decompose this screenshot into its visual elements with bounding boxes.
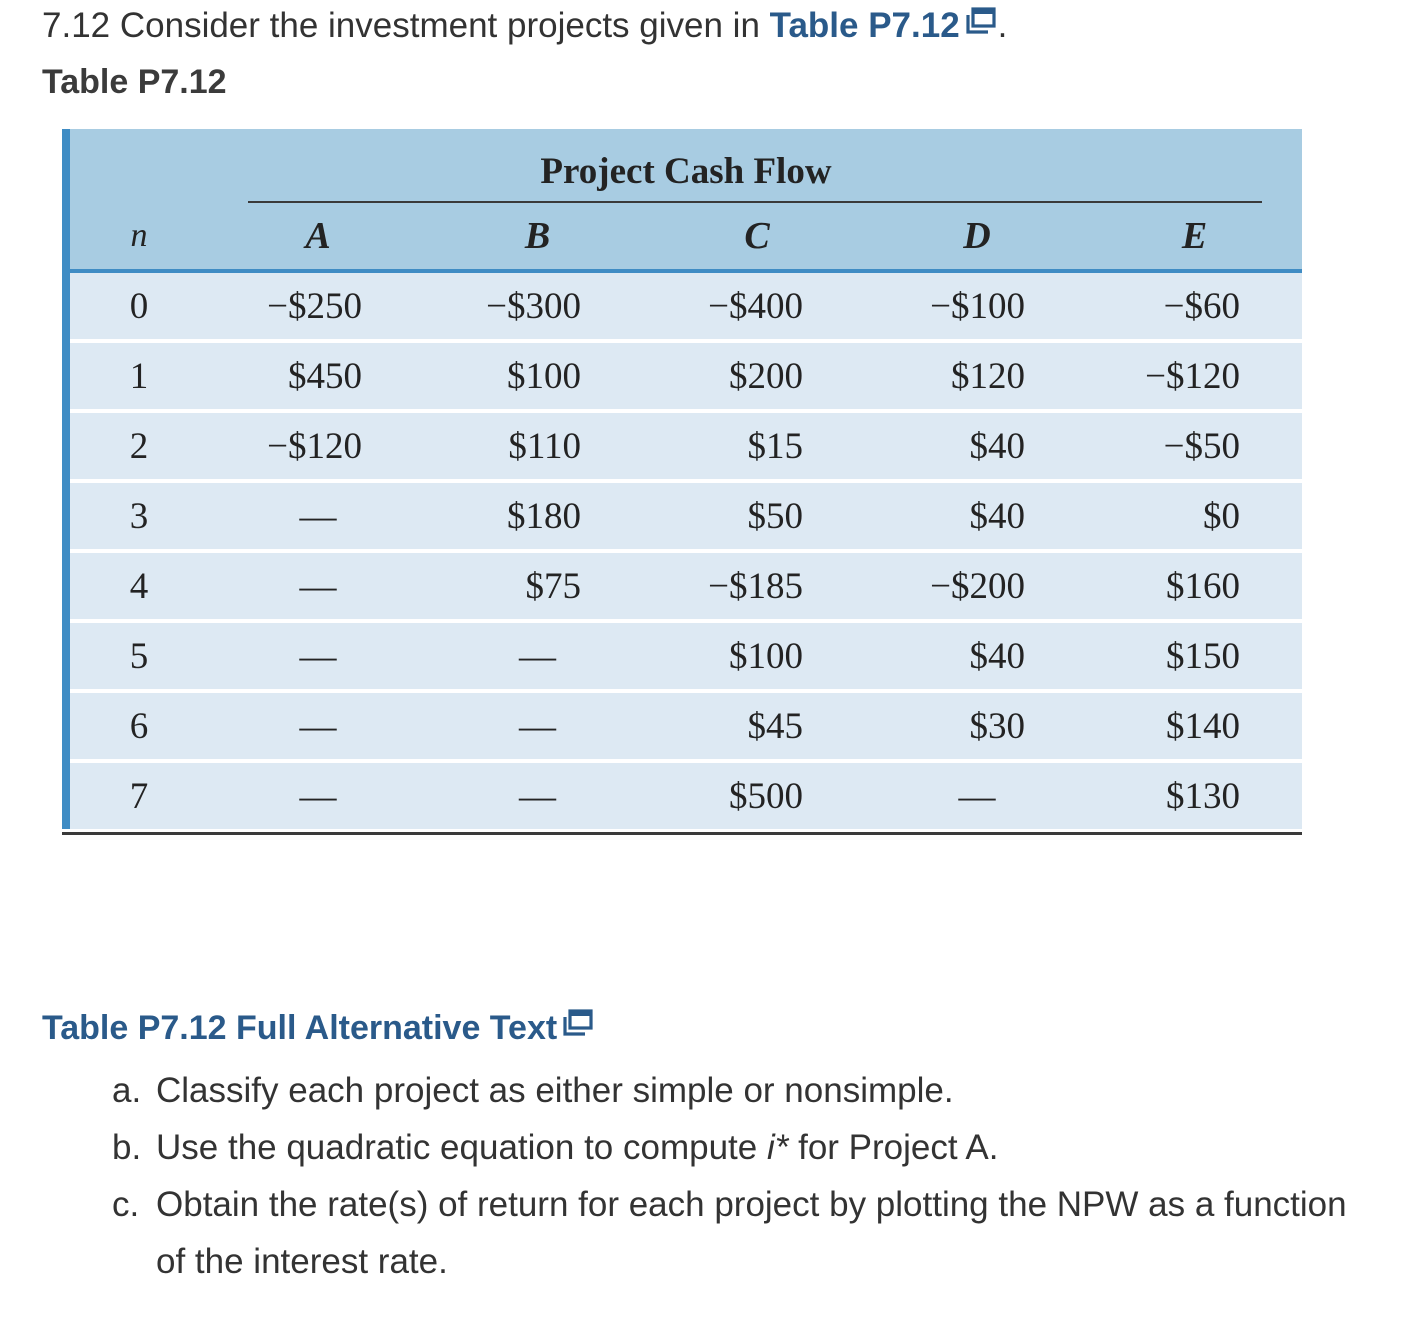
irr-symbol: i* [766,1128,789,1167]
period-cell: 3 [70,481,208,551]
cash-flow-cell-d: −$200 [867,551,1087,621]
cash-flow-cell-c: $50 [647,481,867,551]
cash-flow-cell-b: — [428,691,647,761]
question-a [112,1062,1382,1119]
question-text: Classify each project as either simple or nonsimple. [156,1071,954,1110]
table-link-label[interactable]: Table P7.12 [769,6,960,45]
problem-prefix: Consider the investment projects given in [119,6,760,45]
period-cell: 1 [70,341,208,411]
table-accent-bar [62,129,70,829]
table-row [70,271,1302,341]
cash-flow-cell-d: $120 [867,341,1087,411]
cash-flow-table-frame [62,129,1302,835]
alt-text-label[interactable]: Table P7.12 Full Alternative Text [42,1009,558,1047]
question-text: Obtain the rate(s) of return for each project by plotting the NPW as a function of the interest rate. [156,1185,1347,1281]
cash-flow-cell-d: $40 [867,621,1087,691]
table-row [70,761,1302,829]
table-body [70,271,1302,829]
table-bottom-rule [62,832,1302,835]
table-caption: Table P7.12 [42,63,227,101]
period-header: n [70,203,208,271]
cash-flow-cell-b: $110 [428,411,647,481]
cash-flow-cell-c: $200 [647,341,867,411]
cash-flow-cell-b: −$300 [428,271,647,341]
cash-flow-cell-c: $45 [647,691,867,761]
cash-flow-cell-d: −$100 [867,271,1087,341]
project-header-d: D [867,203,1087,271]
cash-flow-cell-c: $100 [647,621,867,691]
period-cell: 2 [70,411,208,481]
question-letter: c. [112,1185,140,1224]
question-b [112,1119,1382,1176]
cash-flow-cell-b: — [428,621,647,691]
cash-flow-cell-d: $40 [867,411,1087,481]
popout-icon[interactable] [561,1005,595,1049]
table-row [70,621,1302,691]
period-cell: 4 [70,551,208,621]
project-header-b: B [428,203,647,271]
table-row [70,551,1302,621]
group-header [70,129,1302,203]
cash-flow-cell-a: — [208,621,428,691]
cash-flow-cell-a: −$250 [208,271,428,341]
problem-number: 7.12 [42,6,111,45]
group-header-label: Project Cash Flow [540,151,832,192]
cash-flow-table [70,129,1302,829]
cash-flow-cell-a: — [208,551,428,621]
column-header-row [70,203,1302,271]
question-letter: b. [112,1128,142,1167]
table-link[interactable] [770,6,998,45]
cash-flow-cell-c: $500 [647,761,867,829]
cash-flow-cell-d: — [867,761,1087,829]
period-cell: 0 [70,271,208,341]
cash-flow-cell-b: $75 [428,551,647,621]
cash-flow-cell-d: $30 [867,691,1087,761]
popout-icon[interactable] [964,3,998,47]
alt-text-link[interactable] [42,1006,595,1050]
cash-flow-cell-b: — [428,761,647,829]
project-header-c: C [647,203,867,271]
table-row [70,341,1302,411]
cash-flow-cell-e: $140 [1087,691,1302,761]
table-row [70,481,1302,551]
table-row [70,411,1302,481]
question-text-before: Use the quadratic equation to compute [156,1128,758,1167]
question-text [156,1119,1382,1176]
cash-flow-cell-c: $15 [647,411,867,481]
cash-flow-cell-b: $100 [428,341,647,411]
cash-flow-cell-b: $180 [428,481,647,551]
cash-flow-cell-e: $160 [1087,551,1302,621]
cash-flow-cell-e: $150 [1087,621,1302,691]
cash-flow-cell-e: $0 [1087,481,1302,551]
period-cell: 5 [70,621,208,691]
problem-suffix: . [997,6,1008,45]
table-row [70,691,1302,761]
cash-flow-cell-e: −$120 [1087,341,1302,411]
question-c [112,1176,1382,1290]
period-cell: 7 [70,761,208,829]
cash-flow-cell-a: −$120 [208,411,428,481]
problem-statement [42,4,1007,48]
cash-flow-cell-e: −$60 [1087,271,1302,341]
cash-flow-cell-e: −$50 [1087,411,1302,481]
cash-flow-cell-c: −$400 [647,271,867,341]
question-text-after: for Project A. [798,1128,999,1167]
project-header-e: E [1087,203,1302,271]
period-cell: 6 [70,691,208,761]
question-letter: a. [112,1071,142,1110]
cash-flow-cell-a: — [208,481,428,551]
project-header-a: A [208,203,428,271]
cash-flow-cell-a: — [208,691,428,761]
cash-flow-cell-c: −$185 [647,551,867,621]
table-title-row [70,129,1302,203]
cash-flow-cell-d: $40 [867,481,1087,551]
question-list [112,1062,1382,1290]
cash-flow-cell-e: $130 [1087,761,1302,829]
cash-flow-cell-a: — [208,761,428,829]
cash-flow-cell-a: $450 [208,341,428,411]
